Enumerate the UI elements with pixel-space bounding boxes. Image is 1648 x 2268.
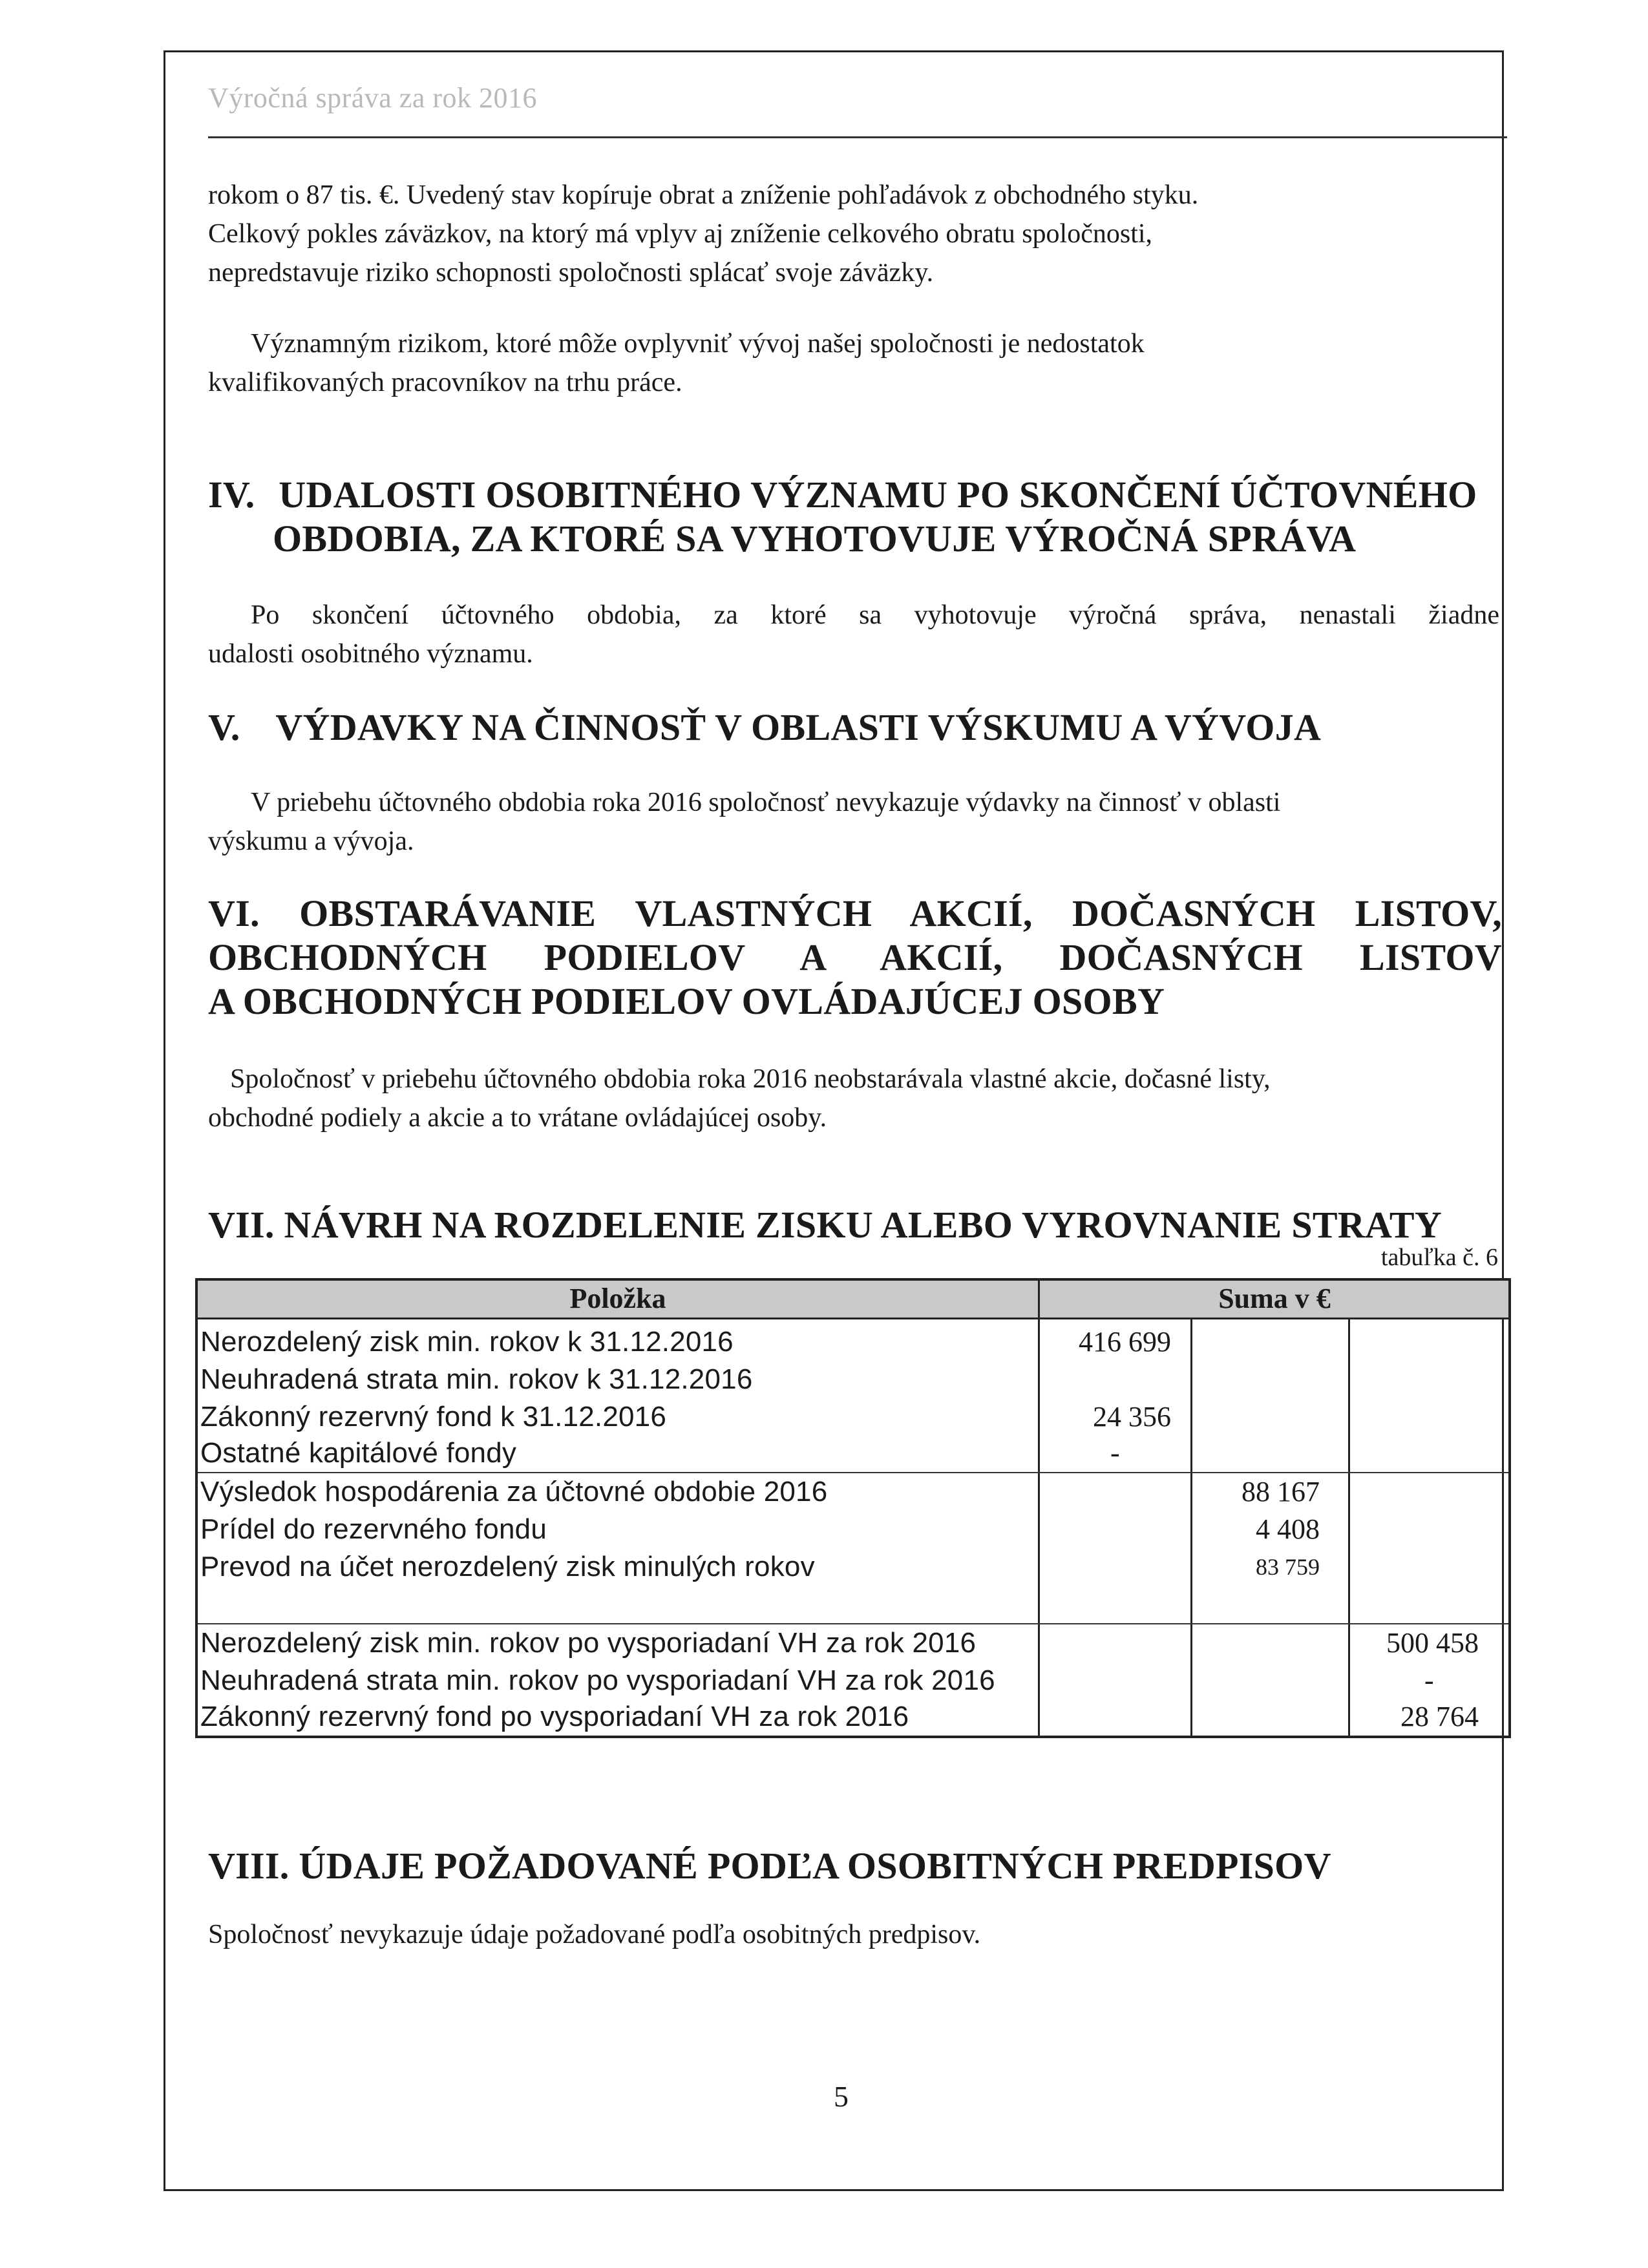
value-cell: 416 699 [1079, 1326, 1171, 1358]
section-5-number: V. [208, 706, 240, 748]
row-label: Zákonný rezervný fond po vysporiadaní VH za rok 2016 [200, 1701, 909, 1732]
section-7-title: VII. NÁVRH NA ROZDELENIE ZISKU ALEBO VYROVNANIE STRATY [208, 1204, 1442, 1246]
value-cell: - [1424, 1664, 1434, 1696]
section-5-body-line-1: V priebehu účtovného obdobia roka 2016 spoločnosť nevykazuje výdavky na činnosť v oblasti [251, 788, 1281, 817]
profit-distribution-table [195, 1278, 1511, 1738]
risk-line-1: Významným rizikom, ktoré môže ovplyvniť vývoj našej spoločnosti je nedostatok [251, 329, 1145, 359]
section-4-number: IV. [208, 474, 255, 516]
section-6-title-line-3: A OBCHODNÝCH PODIELOV OVLÁDAJÚCEJ OSOBY [208, 980, 1165, 1022]
section-4-body-line-2: udalosti osobitného významu. [208, 639, 533, 669]
value-cell: 28 764 [1400, 1701, 1479, 1732]
value-cell: 83 759 [1256, 1554, 1320, 1580]
intro-line-1: rokom o 87 tis. €. Uvedený stav kopíruje obrat a zníženie pohľadávok z obchodného styku. [208, 180, 1199, 210]
row-label: Zákonný rezervný fond k 31.12.2016 [200, 1401, 667, 1433]
row-label: Neuhradená strata min. rokov po vysporiadaní VH za rok 2016 [200, 1664, 995, 1696]
section-4-heading [208, 473, 1477, 517]
row-label: Výsledok hospodárenia za účtovné obdobie 2016 [200, 1476, 828, 1507]
running-header: Výročná správa za rok 2016 [208, 82, 538, 114]
section-8-title: VIII. ÚDAJE POŽADOVANÉ PODĽA OSOBITNÝCH PREDPISOV [208, 1845, 1331, 1887]
value-cell: 24 356 [1093, 1401, 1171, 1433]
table-caption: tabuľka č. 6 [1380, 1244, 1498, 1271]
intro-line-2: Celkový pokles záväzkov, na ktorý má vplyv aj zníženie celkového obratu spoločnosti, [208, 219, 1153, 249]
row-label: Nerozdelený zisk min. rokov k 31.12.2016 [200, 1326, 734, 1358]
table-header-row [198, 1281, 1508, 1319]
section-5-body-line-2: výskumu a vývoja. [208, 826, 414, 856]
section-4-body-line-1: Po skončení účtovného obdobia, za ktoré sa vyhotovuje výročná správa, nenastali žiadne [251, 600, 1499, 630]
row-label: Prevod na účet nerozdelený zisk minulých rokov [200, 1551, 815, 1582]
intro-line-3: nepredstavuje riziko schopnosti spoločnosti splácať svoje záväzky. [208, 258, 934, 288]
header-item: Položka [569, 1283, 666, 1314]
row-label: Prídel do rezervného fondu [200, 1513, 547, 1545]
column-divider-1 [1038, 1281, 1040, 1736]
section-6-title-line-1: VI. OBSTARÁVANIE VLASTNÝCH AKCIÍ, DOČASNÝCH LISTOV, [208, 892, 1502, 934]
section-6-body-line-1: Spoločnosť v priebehu účtovného obdobia roka 2016 neobstarávala vlastné akcie, dočasné listy, [230, 1064, 1271, 1094]
section-8-body: Spoločnosť nevykazuje údaje požadované podľa osobitných predpisov. [208, 1920, 981, 1949]
row-label: Neuhradená strata min. rokov k 31.12.2016 [200, 1363, 753, 1395]
section-4-title-line-1: UDALOSTI OSOBITNÉHO VÝZNAMU PO SKONČENÍ ÚČTOVNÉHO [279, 474, 1477, 516]
value-cell: 4 408 [1256, 1513, 1320, 1545]
page-number: 5 [834, 2080, 849, 2113]
row-label: Ostatné kapitálové fondy [200, 1437, 517, 1469]
section-6-body-line-2: obchodné podiely a akcie a to vrátane ovládajúcej osoby. [208, 1103, 827, 1133]
risk-line-2: kvalifikovaných pracovníkov na trhu práce. [208, 368, 682, 397]
section-6-title-line-2: OBCHODNÝCH PODIELOV A AKCIÍ, DOČASNÝCH LISTOV [208, 936, 1502, 978]
value-cell: - [1110, 1437, 1120, 1469]
column-divider-3 [1348, 1319, 1350, 1736]
section-4-title-line-2: OBDOBIA, ZA KTORÉ SA VYHOTOVUJE VÝROČNÁ SPRÁVA [273, 518, 1357, 560]
header-rule [208, 136, 1507, 138]
header-sum: Suma v € [1218, 1283, 1331, 1314]
section-5-heading [208, 706, 1321, 750]
row-label: Nerozdelený zisk min. rokov po vysporiadaní VH za rok 2016 [200, 1627, 977, 1659]
value-cell: 88 167 [1241, 1476, 1320, 1507]
value-cell: 500 458 [1386, 1627, 1479, 1659]
column-divider-2 [1190, 1319, 1192, 1736]
section-5-title: VÝDAVKY NA ČINNOSŤ V OBLASTI VÝSKUMU A VÝVOJA [275, 706, 1322, 748]
